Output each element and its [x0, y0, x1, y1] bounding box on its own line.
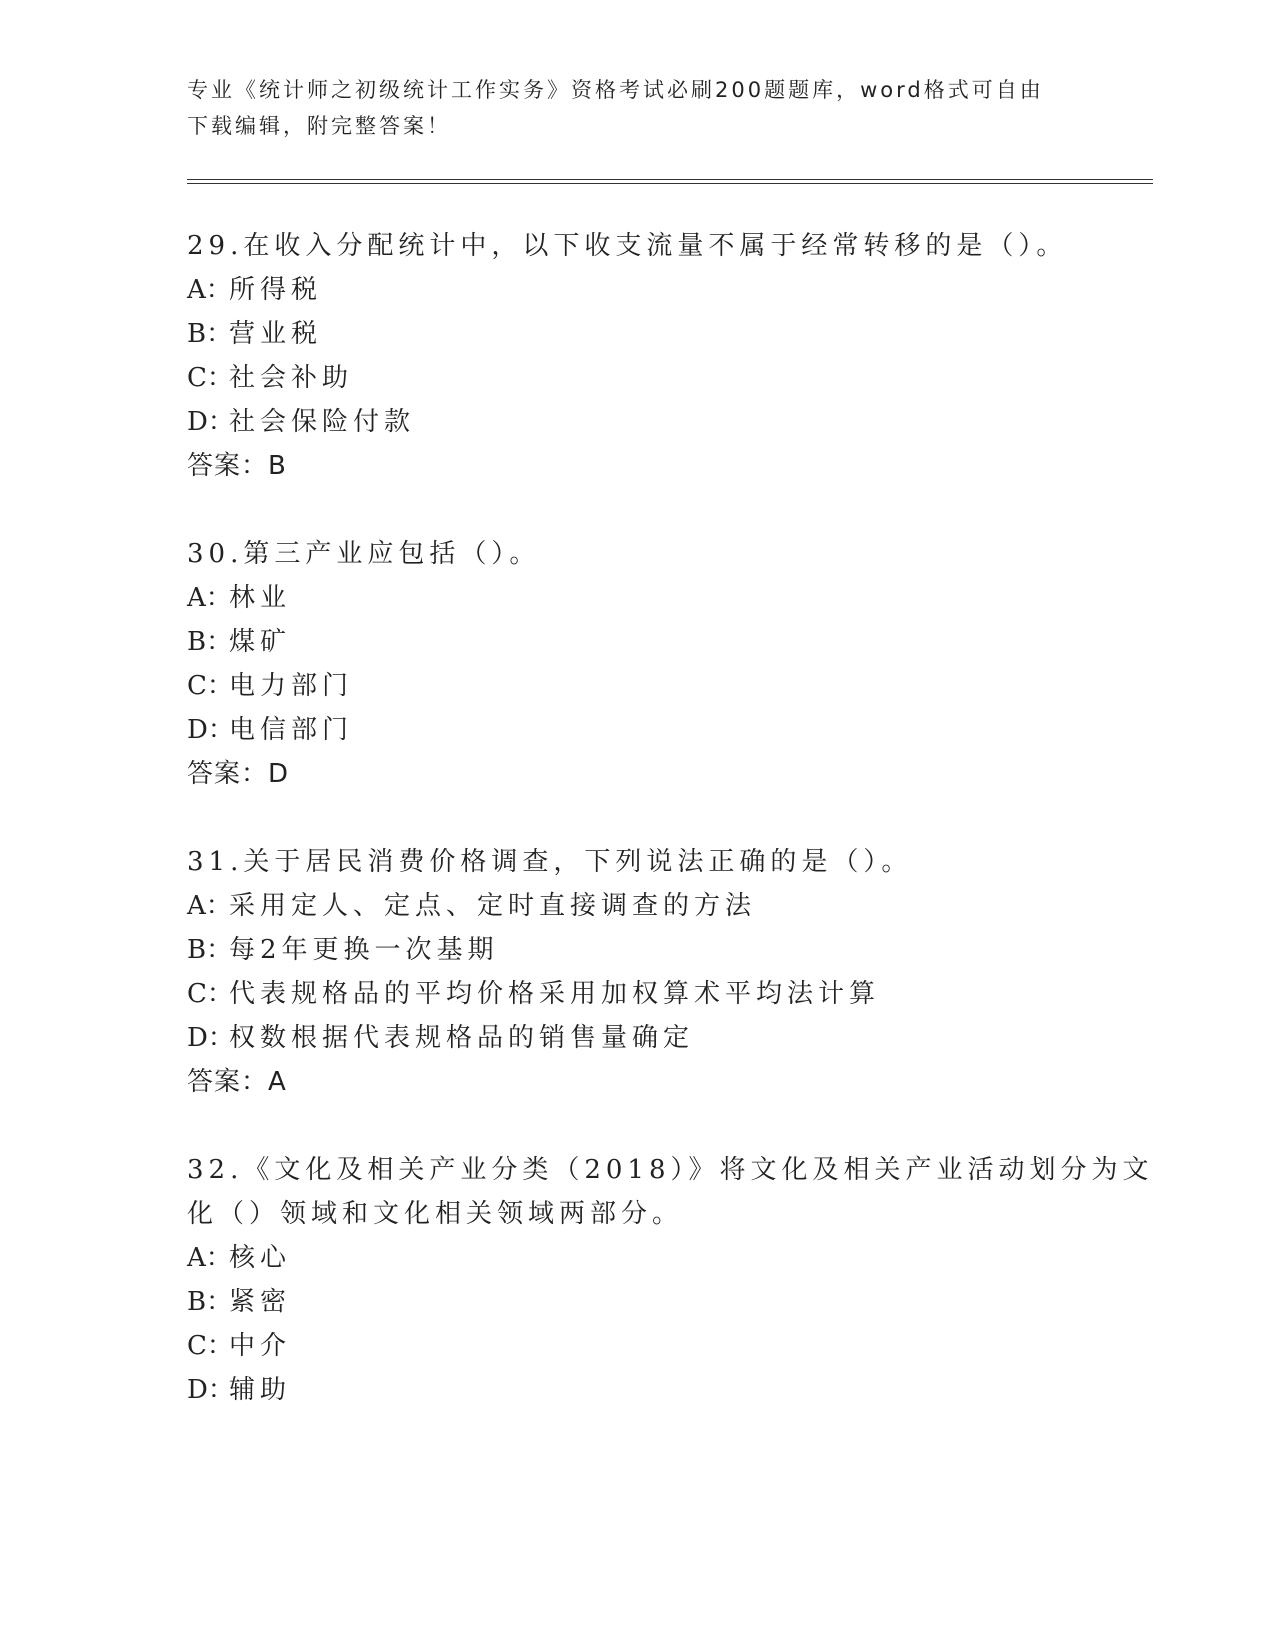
- document-header: [187, 72, 1087, 144]
- option-text: 林业: [229, 583, 292, 613]
- question-31-option-b: [187, 932, 499, 968]
- question-29-stem: 29.在收入分配统计中，以下收支流量不属于经常转移的是（）。: [187, 231, 1068, 261]
- question-30-option-d: [187, 712, 353, 748]
- answer-value: B: [268, 451, 287, 481]
- header-line-1: 专业《统计师之初级统计工作实务》资格考试必刷200题题库，word格式可自由: [187, 78, 1044, 102]
- option-text: 紧密: [229, 1287, 292, 1317]
- option-text: 权数根据代表规格品的销售量确定: [229, 1023, 695, 1053]
- question-30-answer: [187, 756, 289, 792]
- option-label: A：: [187, 1243, 232, 1273]
- option-text: 煤矿: [229, 627, 292, 657]
- option-label: B：: [187, 935, 233, 965]
- option-text: 所得税: [229, 275, 323, 305]
- question-29-option-c: [187, 360, 353, 396]
- option-text: 采用定人、定点、定时直接调查的方法: [229, 891, 757, 921]
- question-29-answer: [187, 448, 287, 484]
- option-label: C：: [187, 363, 233, 393]
- answer-label: 答案：: [187, 1067, 269, 1097]
- option-text: 每2年更换一次基期: [229, 935, 499, 965]
- question-31-option-d: [187, 1020, 694, 1056]
- option-text: 社会补助: [229, 363, 354, 393]
- option-label: C：: [187, 1331, 233, 1361]
- question-32-option-a: [187, 1240, 291, 1276]
- question-31-option-c: [187, 976, 880, 1012]
- header-line-2: 下载编辑，附完整答案！: [187, 114, 451, 138]
- question-30-stem: 30.第三产业应包括（）。: [187, 539, 541, 569]
- question-32-option-b: [187, 1284, 291, 1320]
- option-text: 代表规格品的平均价格采用加权算术平均法计算: [229, 979, 881, 1009]
- header-divider-bottom: [187, 183, 1153, 184]
- option-label: D：: [187, 1375, 234, 1405]
- option-label: C：: [187, 979, 233, 1009]
- option-text: 电信部门: [229, 715, 354, 745]
- question-30-option-b: [187, 624, 291, 660]
- option-label: D：: [187, 407, 234, 437]
- question-31-answer: [187, 1064, 287, 1100]
- option-label: C：: [187, 671, 233, 701]
- header-divider-top: [187, 179, 1153, 180]
- answer-value: A: [268, 1067, 287, 1097]
- option-label: A：: [187, 891, 232, 921]
- option-text: 电力部门: [229, 671, 354, 701]
- option-text: 中介: [229, 1331, 292, 1361]
- question-31-stem: 31.关于居民消费价格调查，下列说法正确的是（）。: [187, 847, 913, 877]
- question-30-option-a: [187, 580, 291, 616]
- option-text: 营业税: [229, 319, 323, 349]
- question-29-option-d: [187, 404, 415, 440]
- option-label: B：: [187, 1287, 233, 1317]
- option-text: 核心: [229, 1243, 292, 1273]
- question-31-option-a: [187, 888, 756, 924]
- question-32-stem-line-2: 化（）领域和文化相关领域两部分。: [187, 1199, 684, 1229]
- option-text: 社会保险付款: [229, 407, 416, 437]
- question-32-stem-line-1: 32.《文化及相关产业分类（2018）》将文化及相关产业活动划分为文: [187, 1155, 1154, 1185]
- answer-label: 答案：: [187, 451, 269, 481]
- answer-label: 答案：: [187, 759, 269, 789]
- option-label: B：: [187, 319, 233, 349]
- option-label: D：: [187, 1023, 234, 1053]
- answer-value: D: [268, 759, 290, 789]
- option-label: D：: [187, 715, 234, 745]
- option-label: B：: [187, 627, 233, 657]
- question-29-option-b: [187, 316, 322, 352]
- question-30-option-c: [187, 668, 353, 704]
- question-29-option-a: [187, 272, 322, 308]
- option-text: 辅助: [229, 1375, 292, 1405]
- question-32-option-d: [187, 1372, 291, 1408]
- option-label: A：: [187, 583, 232, 613]
- option-label: A：: [187, 275, 232, 305]
- question-32-option-c: [187, 1328, 291, 1364]
